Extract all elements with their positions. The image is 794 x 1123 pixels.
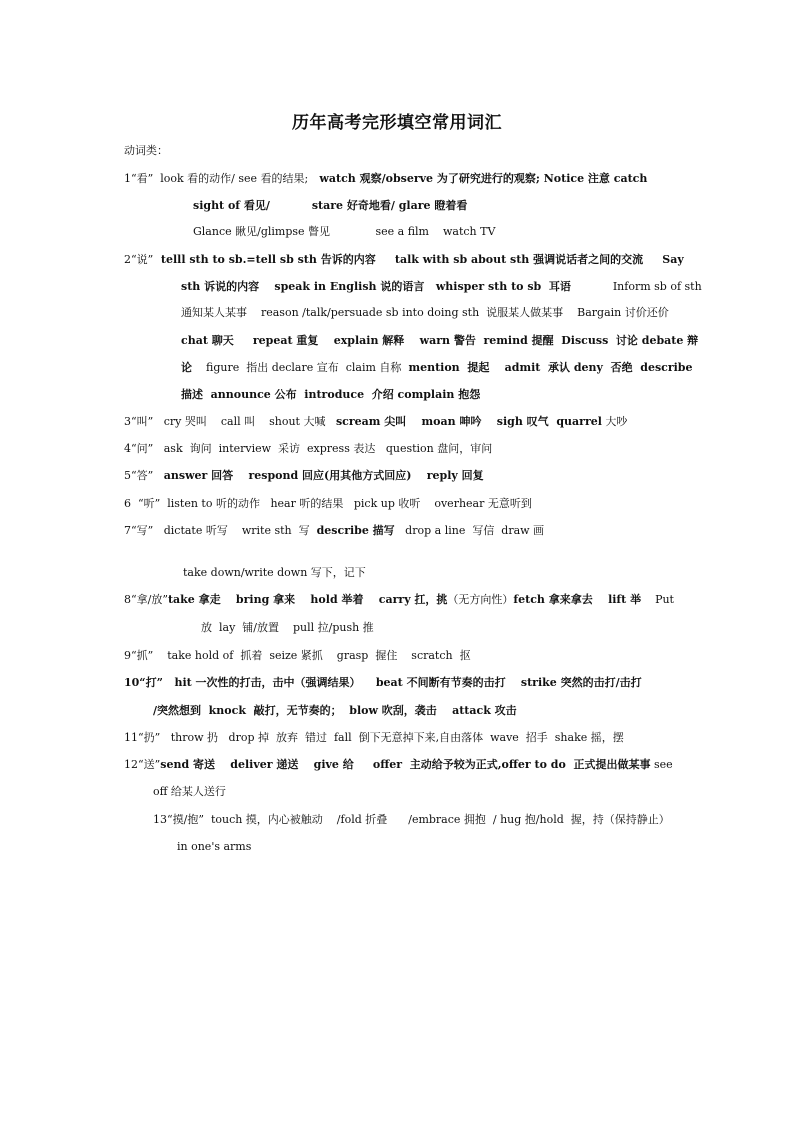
line-15	[183, 566, 366, 580]
line-segment: 放 lay 铺/放置 pull 拉/push 推	[201, 621, 374, 634]
line-segment: chat 聊天 repeat 重复 explain 解释 warn 警告 remind 提醒 Discuss 讨论 debate 辩	[181, 334, 699, 347]
line-3	[193, 225, 495, 239]
line-22	[124, 758, 673, 772]
line-segment: 7“写” dictate 听写 write sth 写	[124, 524, 317, 537]
line-segment: take 拿走 bring 拿来 hold 举着 carry 扛，挑	[167, 593, 448, 606]
line-segment: 大吵	[601, 415, 628, 428]
line-1	[124, 172, 647, 186]
line-segment: in one's arms	[177, 840, 252, 853]
line-18	[124, 649, 471, 663]
line-segment: 11“扔” throw 扔 drop 掉 放弃 错过 fall 倒下无意掉下来,自由落体 wave 招手 shake 摇，摆	[124, 731, 624, 744]
line-24	[153, 813, 670, 827]
line-segment: look 看的动作/ see 看的结果;	[153, 172, 312, 185]
line-11	[124, 442, 492, 456]
line-segment: 9“抓” take hold of 抓着 seize 紧抓 grasp 握住 scratch 抠	[124, 649, 471, 662]
line-segment: answer 回答 respond 回应(用其他方式回应) reply 回复	[163, 469, 484, 482]
line-segment: 6 “听” listen to 听的动作 hear 听的结果 pick up 收听 overhear 无意听到	[124, 497, 532, 510]
line-segment: figure 指出 declare 宣布 claim 自称	[192, 361, 409, 374]
line-segment: stare 好奇地看/ glare 瞪着看	[311, 199, 468, 212]
line-segment: 论	[181, 361, 192, 374]
line-segment: see a film watch TV	[330, 225, 496, 238]
line-5	[181, 280, 702, 294]
line-7	[181, 334, 698, 348]
line-segment: off 给某人送行	[153, 785, 226, 798]
line-25	[177, 840, 251, 854]
line-segment: 8“拿/放”	[124, 593, 168, 606]
line-23	[153, 785, 226, 799]
line-19	[124, 676, 642, 690]
line-12	[124, 469, 484, 483]
line-10	[124, 415, 627, 429]
line-segment: Glance 瞅见/glimpse 瞥见	[193, 225, 331, 238]
line-segment: 1“看”	[124, 172, 154, 185]
line-segment: send 寄送 deliver 递送 give 给 offer 主动给予较为正式,offer to do 正式提出做某事	[160, 758, 651, 771]
line-segment: sight of 看见/	[193, 199, 270, 212]
line-9	[181, 388, 480, 402]
line-17	[201, 621, 374, 635]
page-title: 历年高考完形填空常用词汇	[292, 113, 502, 133]
line-16	[124, 593, 674, 607]
line-segment: scream 尖叫 moan 呻吟 sigh 叹气 quarrel	[335, 415, 602, 428]
line-6	[181, 306, 669, 320]
line-segment: 10“打” hit 一次性的打击，击中（强调结果） beat 不间断有节奏的击打 strike 突然的击打/击打	[124, 676, 642, 689]
line-segment: 2“说”	[124, 253, 154, 266]
line-13	[124, 497, 532, 511]
line-segment: 4“问” ask 询问 interview 采访 express 表达 question 盘问，审问	[124, 442, 493, 455]
line-segment: fetch 拿来拿去 lift 举	[513, 593, 642, 606]
line-2	[193, 199, 467, 213]
line-segment: 通知某人某事 reason /talk/persuade sb into doing sth 说服某人做某事 Bargain 讨价还价	[181, 306, 669, 319]
line-segment: 13“摸/抱” touch 摸，内心被触动 /fold 折叠 /embrace 拥抱 / hug 抱/hold 握，持（保持静止）	[153, 813, 670, 826]
line-4	[124, 253, 684, 267]
line-segment: describe 描写	[316, 524, 395, 537]
line-14	[124, 524, 544, 538]
line-segment: mention 提起 admit 承认 deny 否绝 describe	[408, 361, 693, 374]
line-segment: telll sth to sb.=tell sb sth 告诉的内容 talk with sb about sth 强调说话者之间的交流 Say	[153, 253, 684, 266]
line-segment: take down/write down 写下，记下	[183, 566, 366, 579]
line-segment: Inform sb of sth	[570, 280, 702, 293]
section-heading: 动词类：	[124, 144, 168, 157]
line-segment: /突然想到 knock 敲打，无节奏的； blow 吹刮，袭击 attack 攻击	[153, 704, 517, 717]
line-8	[181, 361, 693, 375]
line-21	[124, 731, 624, 745]
line-segment: 12“送”	[124, 758, 161, 771]
line-segment: （无方向性）	[447, 593, 514, 606]
line-segment: drop a line 写信 draw 画	[394, 524, 545, 537]
line-segment: watch 观察/observe 为了研究进行的观察; Notice 注意 catch	[311, 172, 648, 185]
line-segment: 描述 announce 公布 introduce 介绍 complain 抱怨	[181, 388, 481, 401]
line-segment: Put	[641, 593, 674, 606]
line-segment: 5“答”	[124, 469, 164, 482]
line-segment	[270, 199, 312, 212]
line-segment: 3“叫” cry 哭叫 call 叫 shout 大喊	[124, 415, 336, 428]
line-segment: sth 诉说的内容 speak in English 说的语言 whisper sth to sb 耳语	[181, 280, 571, 293]
line-20	[153, 704, 517, 718]
line-segment: see	[650, 758, 673, 771]
